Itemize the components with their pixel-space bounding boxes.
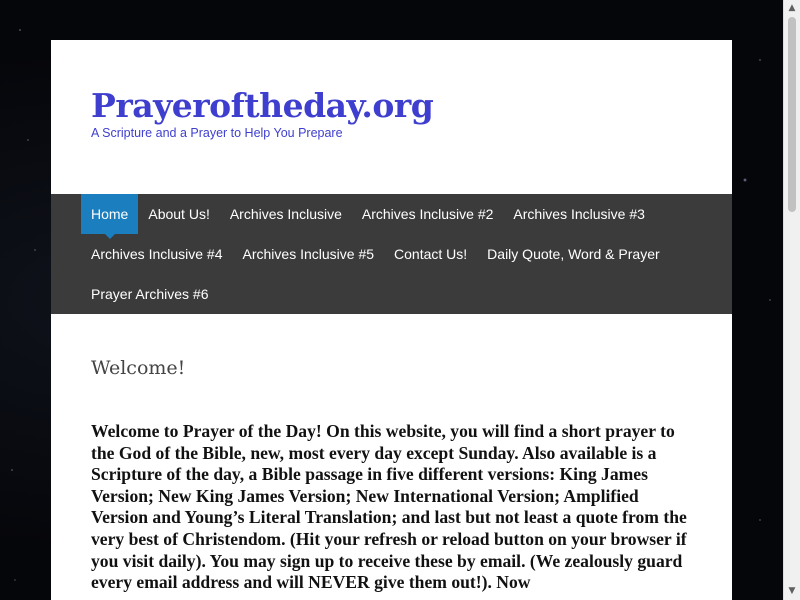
nav-item-archives-inclusive-3[interactable]: Archives Inclusive #3 xyxy=(513,206,645,222)
vertical-scrollbar[interactable] xyxy=(783,0,800,600)
page-heading: Welcome! xyxy=(91,357,186,379)
nav-item-archives-inclusive-2[interactable]: Archives Inclusive #2 xyxy=(361,206,494,222)
nav-item-about-us[interactable]: About Us! xyxy=(148,206,210,222)
nav-item-home[interactable]: Home xyxy=(81,194,138,234)
nav-item-archives-inclusive-5[interactable]: Archives Inclusive #5 xyxy=(242,246,375,262)
site-tagline: A Scripture and a Prayer to Help You Prepare xyxy=(91,126,343,140)
site-title-link[interactable]: Prayeroftheday.org xyxy=(91,86,434,125)
welcome-paragraph: Welcome to Prayer of the Day! On this website, you will find a short prayer to the God of the Bible, new, most every day except Sunday. Also available is a Scripture of the day, a Bible passage in five different versions: King James Version; New King James Version; New International Version; Amplified Version and Young’s Literal Translation; and last but not least a quote from the very best of Christendom. (Hit your refresh or reload button on your browser if you visit daily). You may sign up to receive these by email. (We zealously guard every email address and will NEVER give them out!). Now xyxy=(91,421,687,593)
nav-item-prayer-archives-6[interactable]: Prayer Archives #6 xyxy=(91,286,209,302)
scroll-up-arrow-icon[interactable]: ▲ xyxy=(788,3,796,13)
nav-item-contact-us[interactable]: Contact Us! xyxy=(394,246,468,262)
site-header xyxy=(51,40,732,194)
nav-item-daily-quote[interactable]: Daily Quote, Word & Prayer xyxy=(487,246,660,262)
scroll-down-arrow-icon[interactable]: ▼ xyxy=(788,586,796,596)
nav-row-3 xyxy=(81,274,219,314)
nav-item-archives-inclusive[interactable]: Archives Inclusive xyxy=(229,206,342,222)
main-navigation xyxy=(51,194,732,314)
nav-row-2 xyxy=(81,234,670,274)
nav-item-archives-inclusive-4[interactable]: Archives Inclusive #4 xyxy=(91,246,223,262)
scrollbar-thumb[interactable] xyxy=(788,17,796,212)
page-container xyxy=(51,40,732,600)
nav-row-1 xyxy=(81,194,655,234)
